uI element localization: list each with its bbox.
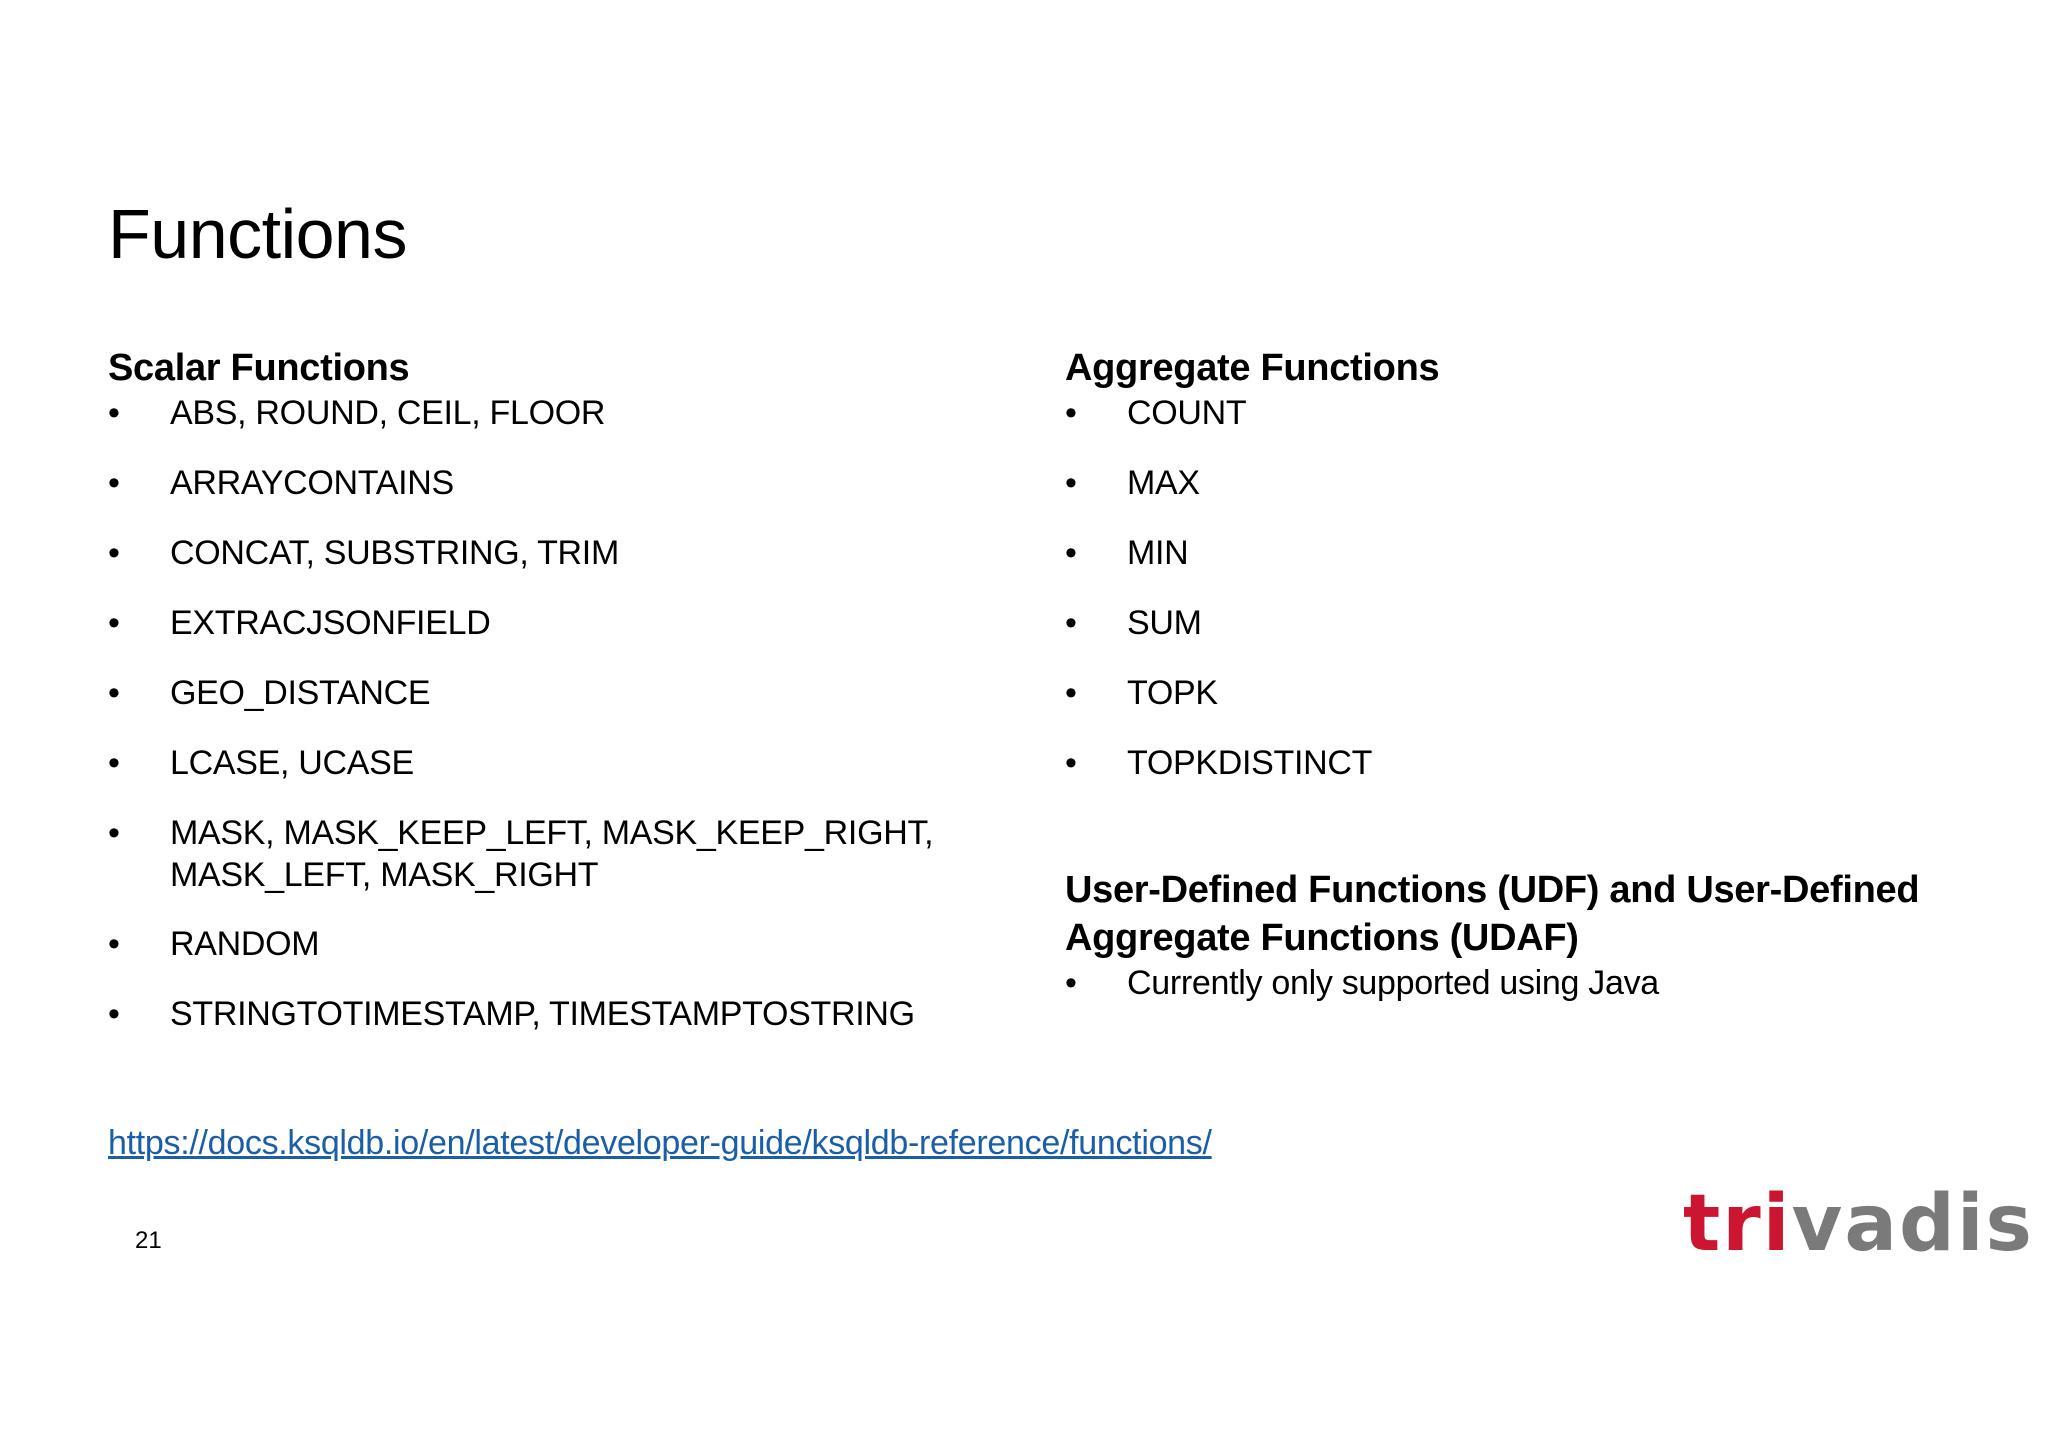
aggregate-functions-list [1065, 392, 1985, 784]
trivadis-logo [1683, 1179, 2034, 1269]
list-item: • MAX [1065, 462, 1985, 504]
list-item-line: MASK_LEFT, MASK_RIGHT [170, 856, 599, 894]
scalar-functions-section [108, 344, 988, 1063]
list-item: • ARRAYCONTAINS [108, 462, 988, 504]
udf-heading [1065, 866, 1985, 962]
list-item: • ABS, ROUND, CEIL, FLOOR [108, 392, 988, 434]
list-item: • CONCAT, SUBSTRING, TRIM [108, 532, 988, 574]
page-number: 21 [135, 1227, 162, 1254]
list-item: • Currently only supported using Java [1065, 962, 1985, 1004]
docs-link[interactable]: https://docs.ksqldb.io/en/latest/developer-guide/ksqldb-reference/functions/ [108, 1124, 1212, 1162]
list-item: • TOPK [1065, 672, 1985, 714]
list-item: • GEO_DISTANCE [108, 672, 988, 714]
list-item: • MIN [1065, 532, 1985, 574]
slide-title: Functions [108, 195, 407, 273]
udf-list [1065, 962, 1985, 1004]
list-item: • EXTRACJSONFIELD [108, 602, 988, 644]
list-item [108, 812, 988, 896]
logo-red-part: tri [1683, 1179, 1792, 1269]
aggregate-functions-heading: Aggregate Functions [1065, 347, 1440, 389]
logo-gray-part: vadis [1791, 1179, 2034, 1269]
list-item: • STRINGTOTIMESTAMP, TIMESTAMPTOSTRING [108, 993, 988, 1035]
list-item-line: MASK, MASK_KEEP_LEFT, MASK_KEEP_RIGHT, [170, 814, 934, 852]
udf-heading-line: Aggregate Functions (UDAF) [1065, 917, 1579, 959]
list-item: • SUM [1065, 602, 1985, 644]
list-item: • LCASE, UCASE [108, 742, 988, 784]
list-item: • TOPKDISTINCT [1065, 742, 1985, 784]
list-item: • COUNT [1065, 392, 1985, 434]
scalar-functions-list [108, 392, 988, 1035]
udf-heading-line: User-Defined Functions (UDF) and User-Defined [1065, 869, 1920, 911]
aggregate-functions-section [1065, 344, 1985, 1004]
scalar-functions-heading: Scalar Functions [108, 347, 410, 389]
list-item: • RANDOM [108, 923, 988, 965]
